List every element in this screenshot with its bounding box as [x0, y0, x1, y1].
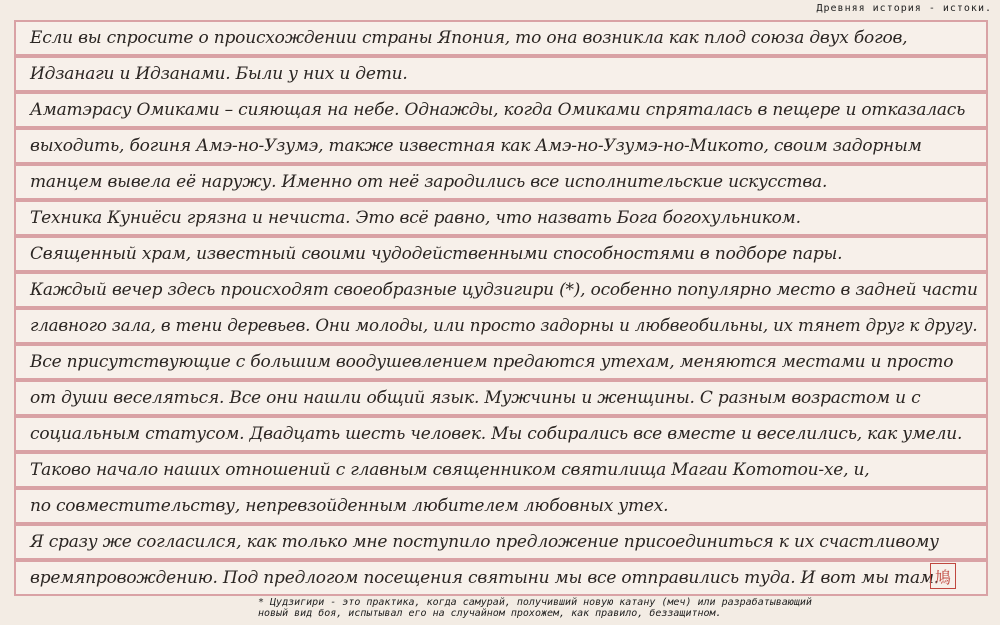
- text-line-content: Если вы спросите о происхождении страны Япония, то она возникла как плод союза двух богов,: [30, 27, 908, 48]
- text-line-content: Священный храм, известный своими чудодейственными способностями в подборе пары.: [30, 243, 843, 264]
- text-line: [14, 56, 988, 92]
- text-line: [14, 308, 988, 344]
- text-line-content: танцем вывела её наружу. Именно от неё зародились все исполнительские искусства.: [30, 171, 828, 192]
- text-line-content: Я сразу же согласился, как только мне поступило предложение присоединиться к их счастливому: [30, 531, 939, 552]
- footnote: [258, 597, 988, 619]
- text-line-content: времяпровождению. Под предлогом посещения святыни мы все отправились туда. И вот мы там.: [30, 567, 940, 588]
- text-line: [14, 200, 988, 236]
- text-line: [14, 236, 988, 272]
- text-line: [14, 380, 988, 416]
- text-line: [14, 20, 988, 56]
- text-line: [14, 488, 988, 524]
- text-line-content: Аматэрасу Омиками – сияющая на небе. Однажды, когда Омиками спряталась в пещере и отказалась: [30, 99, 966, 120]
- text-line: [14, 560, 988, 596]
- text-line: [14, 416, 988, 452]
- text-line: [14, 452, 988, 488]
- text-line-content: по совместительству, непревзойденным любителем любовных утех.: [30, 495, 669, 516]
- text-line: [14, 344, 988, 380]
- footnote-line: * Цудзигири - это практика, когда самурай, получивший новую катану (меч) или разрабатывающий: [258, 597, 812, 608]
- text-line: [14, 272, 988, 308]
- text-line-content: Каждый вечер здесь происходят своеобразные цудзигири (*), особенно популярно место в задней части: [30, 279, 978, 300]
- text-line: [14, 92, 988, 128]
- lined-paper: [14, 20, 988, 594]
- translator-seal-icon: 鳩: [930, 563, 956, 589]
- text-line-content: социальным статусом. Двадцать шесть человек. Мы собирались все вместе и веселились, как умели.: [30, 423, 963, 444]
- footnote-line: новый вид боя, испытывал его на случайном прохожем, как правило, беззащитном.: [258, 608, 722, 619]
- text-line-content: Все присутствующие с большим воодушевлением предаются утехам, меняются местами и просто: [30, 351, 954, 372]
- text-line-content: Техника Куниёси грязна и нечиста. Это всё равно, что назвать Бога богохульником.: [30, 207, 801, 228]
- text-line-content: главного зала, в тени деревьев. Они молоды, или просто задорны и любвеобильны, их тянет друг к другу.: [30, 315, 978, 336]
- page-header-title: Древняя история - истоки.: [816, 3, 992, 14]
- text-line-content: Идзанаги и Идзанами. Были у них и дети.: [30, 63, 408, 84]
- text-line-content: Таково начало наших отношений с главным священником святилища Магаи Кототои-хе, и,: [30, 459, 870, 480]
- text-line-content: выходить, богиня Амэ-но-Узумэ, также известная как Амэ-но-Узумэ-но-Микото, своим задорным: [30, 135, 922, 156]
- text-line-content: от души веселяться. Все они нашли общий язык. Мужчины и женщины. С разным возрастом и с: [30, 387, 921, 408]
- text-line: [14, 164, 988, 200]
- text-line: [14, 128, 988, 164]
- text-line: [14, 524, 988, 560]
